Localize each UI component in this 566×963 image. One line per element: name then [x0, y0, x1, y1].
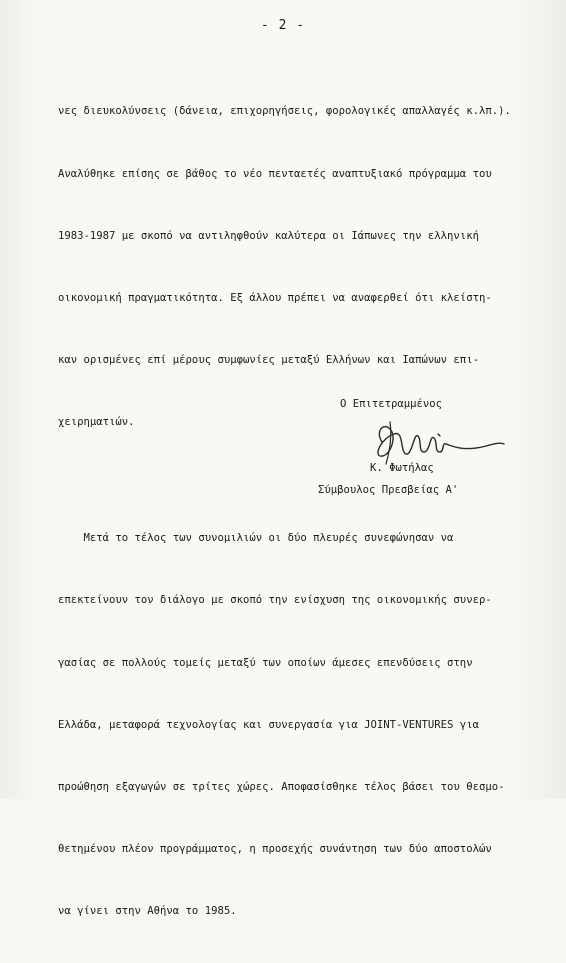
text-line: Αναλύθηκε επίσης σε βάθος το νέο πενταετές αναπτυξιακό πρόγραμμα του	[58, 167, 492, 180]
text-line: προώθηση εξαγωγών σε τρίτες χώρες. Αποφασίσθηκε τέλος βάσει του θεσμο-	[58, 780, 505, 793]
text-line: γασίας σε πολλούς τομείς μεταξύ των οποίων άμεσες επενδύσεις στην	[58, 656, 473, 669]
text-line: οικονομική πραγματικότητα. Εξ άλλου πρέπει να αναφερθεί ότι κλείστη-	[58, 291, 492, 304]
text-line: καν ορισμένες επί μέρους συμφωνίες μεταξύ Ελλήνων και Ιαπώνων επι-	[58, 353, 479, 366]
text-line: Μετά το τέλος των συνομιλιών οι δύο πλευρές συνεφώνησαν να	[58, 532, 454, 545]
signatory-role: Σύμβουλος Πρεσβείας Α'	[318, 484, 459, 496]
page-number: - 2 -	[260, 18, 306, 33]
text-line: χειρηματιών.	[58, 415, 135, 428]
paragraph-gap	[58, 474, 558, 487]
signatory-title: Ο Επιτετραμμένος	[340, 398, 443, 410]
body-text	[58, 60, 558, 963]
text-line: επεκτείνουν τον διάλογο με σκοπό την ενίσχυση της οικονομικής συνερ-	[58, 594, 492, 607]
signatory-name: Κ. Φωτήλας	[370, 462, 434, 474]
text-line: νες διευκολύνσεις (δάνεια, επιχορηγήσεις, φορολογικές απαλλαγές κ.λπ.).	[58, 105, 511, 118]
text-line: Ελλάδα, μεταφορά τεχνολογίας και συνεργασία για JOINT-VENTURES για	[58, 718, 479, 731]
text-line: να γίνει στην Αθήνα το 1985.	[58, 904, 237, 917]
text-line: 1983-1987 με σκοπό να αντιληφθούν καλύτερα οι Ιάπωνες την ελληνική	[58, 229, 479, 242]
text-line: θετημένου πλέον προγράμματος, η προσεχής συνάντηση των δύο αποστολών	[58, 842, 492, 855]
